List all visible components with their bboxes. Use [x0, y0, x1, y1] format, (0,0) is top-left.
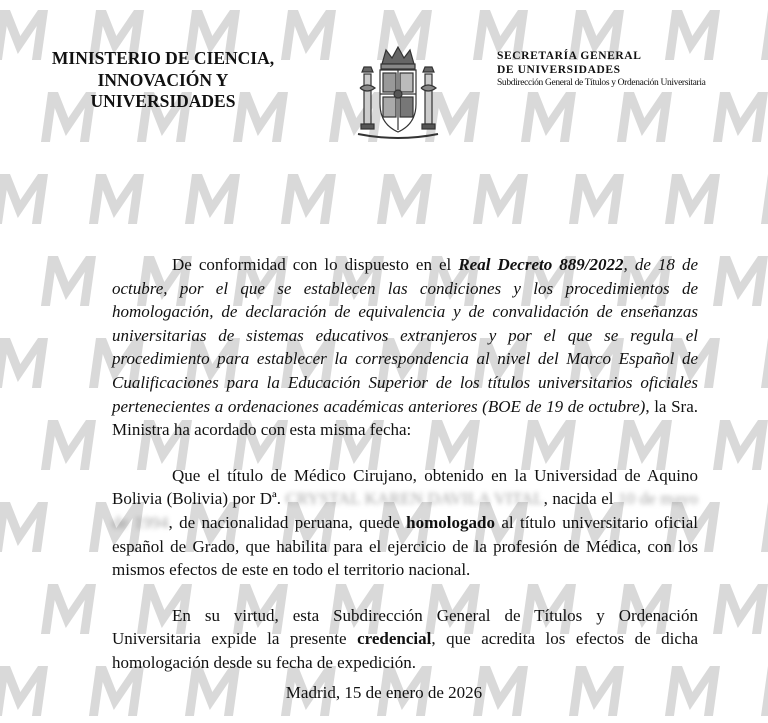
text-span: , la Sra. Ministra ha acordado con esta misma fecha: [112, 396, 698, 440]
text-span: al título universitario oficial español de Grado, que habilita para el ejercicio de la profesión de Médica, con los mismos efectos de este en todo el territorio nacional. [112, 512, 698, 580]
paragraph-credential [112, 604, 698, 675]
redacted-birthdate: 10 de mayo de 1994 [112, 489, 698, 532]
text-span: Que el título de Médico Cirujano, obtenido en la Universidad de Aquino Bolivia (Bolivia) por Dª. [112, 465, 698, 509]
secretaria-block [497, 49, 706, 90]
text-span: , que acredita los efectos de dicha homologación desde su fecha de expedición. [112, 629, 698, 672]
text-span: , nacida el [543, 489, 619, 509]
decree-reference: Real Decreto 889/2022 [458, 255, 624, 274]
resolution-body [112, 253, 698, 675]
text-span: , de nacionalidad peruana, quede [168, 512, 407, 532]
homologado-keyword: homologado [406, 512, 495, 532]
decree-description: , de 18 de octubre, por el que se establecen las condiciones y los procedimientos de homologación, de declaración de equivalencia y de convalidación de enseñanzas universitarias de sistemas educativos extranjeros y por el que se regula el procedimiento para establecer la correspondencia al nivel del Marco Español de Cualificaciones para la Educación Superior de los títulos universitarios oficiales pertenecientes a ordenaciones académicas anteriores (BOE de 19 de octubre) [112, 255, 698, 416]
secretaria-line: SECRETARÍA GENERAL [497, 50, 642, 62]
ministry-line: UNIVERSIDADES [90, 91, 236, 111]
paragraph-decree [112, 253, 698, 442]
spanish-coat-of-arms-icon [356, 42, 440, 142]
text-span: De conformidad con lo dispuesto en el [172, 255, 459, 274]
ministry-line: MINISTERIO DE CIENCIA, [51, 48, 275, 68]
ministry-name [38, 48, 288, 113]
issue-date: Madrid, 15 de enero de 2026 [285, 683, 483, 702]
subdireccion-line: Subdirección General de Títulos y Ordenación Universitaria [497, 78, 706, 88]
text-span: En su virtud, esta Subdirección General de Títulos y Ordenación Universitaria expide la presente [112, 605, 698, 649]
paragraph-homologation [112, 464, 698, 582]
redacted-name: CRYSTAL KAREN DAVILA VITAL [285, 489, 544, 509]
credencial-keyword: credencial [357, 629, 432, 649]
secretaria-line: DE UNIVERSIDADES [497, 64, 621, 76]
ministry-line: INNOVACIÓN Y [97, 69, 229, 90]
